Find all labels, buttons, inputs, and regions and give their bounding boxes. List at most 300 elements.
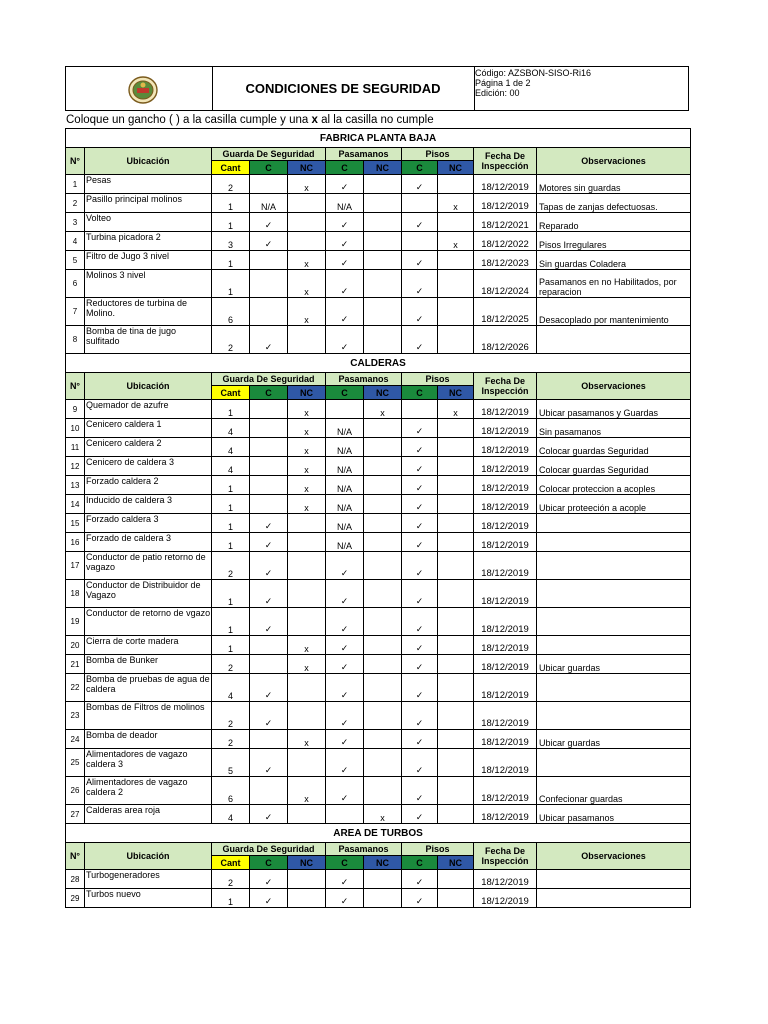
row-number: 1 — [66, 175, 85, 194]
row-pisos-nc — [438, 805, 474, 824]
row-pisos-nc — [438, 777, 474, 805]
row-pisos-nc — [438, 730, 474, 749]
col-observaciones-header: Observaciones — [537, 373, 691, 400]
row-number: 25 — [66, 749, 85, 777]
row-guarda-nc: x — [288, 777, 326, 805]
row-number: 20 — [66, 636, 85, 655]
section-title: CALDERAS — [66, 354, 691, 373]
row-pasamanos-c: N/A — [326, 495, 364, 514]
table-row — [66, 777, 691, 805]
row-cant: 1 — [212, 889, 250, 908]
row-fecha: 18/12/2019 — [474, 495, 537, 514]
table-row — [66, 495, 691, 514]
row-guarda-c: ✓ — [250, 805, 288, 824]
row-pasamanos-c — [326, 400, 364, 419]
table-row — [66, 805, 691, 824]
row-ubicacion: Forzado caldera 2 — [85, 476, 212, 495]
table-row — [66, 457, 691, 476]
row-fecha: 18/12/2019 — [474, 533, 537, 552]
row-pasamanos-c: ✓ — [326, 777, 364, 805]
row-cant: 1 — [212, 476, 250, 495]
col-pisos-nc-header: NC — [438, 386, 474, 400]
row-pisos-nc — [438, 270, 474, 298]
col-pisos-header: Pisos — [402, 843, 474, 856]
row-ubicacion: Bomba de tina de jugo sulfitado — [85, 326, 212, 354]
row-guarda-c: ✓ — [250, 870, 288, 889]
row-fecha: 18/12/2019 — [474, 702, 537, 730]
row-ubicacion: Bomba de deador — [85, 730, 212, 749]
row-pasamanos-nc — [364, 608, 402, 636]
table-row — [66, 870, 691, 889]
table-row — [66, 194, 691, 213]
row-number: 3 — [66, 213, 85, 232]
col-fecha-header: Fecha De Inspección — [474, 148, 537, 175]
row-guarda-c: ✓ — [250, 608, 288, 636]
logo-cell — [66, 67, 213, 110]
row-pasamanos-nc — [364, 251, 402, 270]
instruction-text: Coloque un gancho ( ) a la casilla cumple y una x al la casilla no cumple — [66, 114, 434, 126]
row-guarda-nc: x — [288, 438, 326, 457]
row-fecha: 18/12/2019 — [474, 457, 537, 476]
row-pasamanos-c: ✓ — [326, 580, 364, 608]
row-observaciones: Ubicar pasamanos — [537, 805, 691, 824]
col-guarda-c-header: C — [250, 386, 288, 400]
row-fecha: 18/12/2024 — [474, 270, 537, 298]
row-pasamanos-nc — [364, 552, 402, 580]
row-cant: 2 — [212, 870, 250, 889]
table-row — [66, 655, 691, 674]
table-row — [66, 326, 691, 354]
row-observaciones — [537, 552, 691, 580]
row-number: 18 — [66, 580, 85, 608]
row-guarda-c — [250, 730, 288, 749]
row-cant: 4 — [212, 674, 250, 702]
row-guarda-c — [250, 495, 288, 514]
row-pisos-nc — [438, 419, 474, 438]
row-pasamanos-c: ✓ — [326, 730, 364, 749]
row-number: 29 — [66, 889, 85, 908]
row-pisos-nc — [438, 514, 474, 533]
row-pisos-c: ✓ — [402, 608, 438, 636]
row-pasamanos-nc — [364, 298, 402, 326]
row-cant: 2 — [212, 702, 250, 730]
table-row — [66, 514, 691, 533]
row-pisos-c: ✓ — [402, 777, 438, 805]
section-row — [66, 129, 691, 148]
row-pasamanos-nc — [364, 870, 402, 889]
row-observaciones: Colocar guardas Seguridad — [537, 438, 691, 457]
row-pisos-c: ✓ — [402, 805, 438, 824]
table-row — [66, 533, 691, 552]
row-pasamanos-nc — [364, 674, 402, 702]
row-cant: 2 — [212, 326, 250, 354]
row-pisos-c — [402, 232, 438, 251]
row-pisos-nc — [438, 674, 474, 702]
row-pasamanos-nc: x — [364, 805, 402, 824]
row-fecha: 18/12/2019 — [474, 476, 537, 495]
row-fecha: 18/12/2019 — [474, 674, 537, 702]
row-cant: 1 — [212, 213, 250, 232]
row-guarda-c: ✓ — [250, 552, 288, 580]
col-observaciones-header: Observaciones — [537, 148, 691, 175]
row-ubicacion: Cierra de corte madera — [85, 636, 212, 655]
row-guarda-nc: x — [288, 495, 326, 514]
col-fecha-header: Fecha De Inspección — [474, 843, 537, 870]
row-pisos-c: ✓ — [402, 457, 438, 476]
row-pasamanos-c: ✓ — [326, 270, 364, 298]
row-guarda-nc — [288, 552, 326, 580]
row-ubicacion: Molinos 3 nivel — [85, 270, 212, 298]
row-pasamanos-nc — [364, 889, 402, 908]
row-pasamanos-c: ✓ — [326, 870, 364, 889]
row-pisos-nc — [438, 213, 474, 232]
row-pisos-nc — [438, 552, 474, 580]
row-pisos-nc: x — [438, 400, 474, 419]
row-ubicacion: Turbina picadora 2 — [85, 232, 212, 251]
row-ubicacion: Bombas de Filtros de molinos — [85, 702, 212, 730]
col-num-header: N° — [66, 373, 85, 400]
table-row — [66, 730, 691, 749]
col-cant-header: Cant — [212, 386, 250, 400]
table-row — [66, 438, 691, 457]
row-observaciones: Colocar guardas Seguridad — [537, 457, 691, 476]
table-row — [66, 175, 691, 194]
row-ubicacion: Conductor de retorno de vgazo — [85, 608, 212, 636]
row-number: 12 — [66, 457, 85, 476]
row-guarda-c: ✓ — [250, 889, 288, 908]
row-ubicacion: Reductores de turbina de Molino. — [85, 298, 212, 326]
row-pisos-c: ✓ — [402, 749, 438, 777]
col-guarda-c-header: C — [250, 161, 288, 175]
row-pisos-c: ✓ — [402, 213, 438, 232]
row-fecha: 18/12/2019 — [474, 870, 537, 889]
row-pasamanos-c: N/A — [326, 438, 364, 457]
row-cant: 1 — [212, 400, 250, 419]
row-pisos-nc — [438, 655, 474, 674]
row-pisos-c: ✓ — [402, 533, 438, 552]
col-guarda-header: Guarda De Seguridad — [212, 373, 326, 386]
row-pasamanos-nc — [364, 438, 402, 457]
row-guarda-c: ✓ — [250, 232, 288, 251]
row-pasamanos-c: ✓ — [326, 749, 364, 777]
row-ubicacion: Filtro de Jugo 3 nivel — [85, 251, 212, 270]
table-row — [66, 674, 691, 702]
row-pasamanos-c: N/A — [326, 533, 364, 552]
row-pisos-c — [402, 400, 438, 419]
row-pisos-nc: x — [438, 194, 474, 213]
row-cant: 1 — [212, 533, 250, 552]
row-guarda-nc — [288, 533, 326, 552]
row-number: 14 — [66, 495, 85, 514]
row-observaciones: Ubicar guardas — [537, 655, 691, 674]
table-row — [66, 552, 691, 580]
row-fecha: 18/12/2019 — [474, 889, 537, 908]
row-guarda-c: ✓ — [250, 514, 288, 533]
row-number: 23 — [66, 702, 85, 730]
row-cant: 3 — [212, 232, 250, 251]
row-pasamanos-nc — [364, 419, 402, 438]
row-number: 4 — [66, 232, 85, 251]
row-guarda-nc — [288, 232, 326, 251]
row-observaciones — [537, 870, 691, 889]
table-row — [66, 213, 691, 232]
row-observaciones: Sin pasamanos — [537, 419, 691, 438]
row-pasamanos-nc — [364, 702, 402, 730]
row-pisos-c: ✓ — [402, 514, 438, 533]
row-cant: 1 — [212, 636, 250, 655]
row-pisos-nc: x — [438, 232, 474, 251]
row-observaciones — [537, 580, 691, 608]
row-guarda-nc — [288, 213, 326, 232]
section-row — [66, 354, 691, 373]
row-fecha: 18/12/2019 — [474, 636, 537, 655]
row-number: 9 — [66, 400, 85, 419]
table-row — [66, 270, 691, 298]
row-guarda-nc: x — [288, 636, 326, 655]
row-cant: 2 — [212, 730, 250, 749]
row-pisos-c: ✓ — [402, 702, 438, 730]
row-pasamanos-nc: x — [364, 400, 402, 419]
row-pisos-nc — [438, 298, 474, 326]
row-guarda-c — [250, 457, 288, 476]
row-pasamanos-c: ✓ — [326, 326, 364, 354]
row-pasamanos-nc — [364, 270, 402, 298]
row-pasamanos-c: ✓ — [326, 175, 364, 194]
row-number: 10 — [66, 419, 85, 438]
row-cant: 6 — [212, 777, 250, 805]
row-number: 17 — [66, 552, 85, 580]
row-ubicacion: Turbogeneradores — [85, 870, 212, 889]
col-guarda-header: Guarda De Seguridad — [212, 843, 326, 856]
row-pisos-c: ✓ — [402, 580, 438, 608]
row-observaciones: Pasamanos en no Habilitados, por reparacion — [537, 270, 691, 298]
row-guarda-nc — [288, 194, 326, 213]
document-code: Código: AZSBON-SISO-Ri16 — [475, 68, 592, 78]
row-guarda-c — [250, 476, 288, 495]
row-guarda-nc — [288, 749, 326, 777]
row-pisos-nc — [438, 636, 474, 655]
row-pasamanos-c: ✓ — [326, 213, 364, 232]
row-observaciones: Colocar proteccion a acoples — [537, 476, 691, 495]
row-cant: 1 — [212, 514, 250, 533]
row-guarda-c — [250, 270, 288, 298]
row-guarda-c — [250, 175, 288, 194]
row-cant: 5 — [212, 749, 250, 777]
inspection-table — [65, 128, 691, 908]
row-number: 21 — [66, 655, 85, 674]
col-observaciones-header: Observaciones — [537, 843, 691, 870]
row-guarda-nc: x — [288, 476, 326, 495]
table-row — [66, 400, 691, 419]
row-pisos-nc — [438, 889, 474, 908]
row-pasamanos-nc — [364, 636, 402, 655]
row-pisos-c: ✓ — [402, 552, 438, 580]
row-pisos-c: ✓ — [402, 889, 438, 908]
row-pasamanos-c: ✓ — [326, 552, 364, 580]
row-number: 7 — [66, 298, 85, 326]
row-ubicacion: Cenicero caldera 2 — [85, 438, 212, 457]
section-title: AREA DE TURBOS — [66, 824, 691, 843]
row-pisos-nc — [438, 438, 474, 457]
row-number: 8 — [66, 326, 85, 354]
col-guarda-nc-header: NC — [288, 161, 326, 175]
row-pisos-c: ✓ — [402, 251, 438, 270]
row-observaciones — [537, 533, 691, 552]
row-guarda-nc — [288, 514, 326, 533]
row-number: 22 — [66, 674, 85, 702]
row-pasamanos-c: N/A — [326, 476, 364, 495]
row-number: 5 — [66, 251, 85, 270]
row-pisos-c: ✓ — [402, 326, 438, 354]
row-number: 26 — [66, 777, 85, 805]
row-observaciones — [537, 889, 691, 908]
document-page: Página 1 de 2 — [475, 78, 531, 88]
row-pasamanos-nc — [364, 476, 402, 495]
row-fecha: 18/12/2019 — [474, 608, 537, 636]
row-number: 24 — [66, 730, 85, 749]
row-observaciones: Ubicar pasamanos y Guardas — [537, 400, 691, 419]
row-observaciones — [537, 608, 691, 636]
col-pasamanos-nc-header: NC — [364, 856, 402, 870]
row-guarda-c: ✓ — [250, 213, 288, 232]
row-guarda-c: ✓ — [250, 580, 288, 608]
row-pisos-nc — [438, 580, 474, 608]
row-ubicacion: Inducido de caldera 3 — [85, 495, 212, 514]
row-ubicacion: Forzado de caldera 3 — [85, 533, 212, 552]
row-observaciones — [537, 702, 691, 730]
row-guarda-nc: x — [288, 400, 326, 419]
row-ubicacion: Conductor de Distribuidor de Vagazo — [85, 580, 212, 608]
table-row — [66, 251, 691, 270]
row-observaciones: Confecionar guardas — [537, 777, 691, 805]
row-guarda-c: ✓ — [250, 533, 288, 552]
row-guarda-c: ✓ — [250, 749, 288, 777]
row-guarda-c: ✓ — [250, 702, 288, 730]
row-cant: 2 — [212, 175, 250, 194]
row-pasamanos-nc — [364, 580, 402, 608]
row-pasamanos-c: N/A — [326, 514, 364, 533]
company-logo-icon — [128, 75, 158, 105]
col-pasamanos-nc-header: NC — [364, 161, 402, 175]
row-pisos-c: ✓ — [402, 270, 438, 298]
row-guarda-nc: x — [288, 730, 326, 749]
col-pisos-c-header: C — [402, 161, 438, 175]
row-guarda-nc — [288, 889, 326, 908]
row-observaciones — [537, 514, 691, 533]
row-guarda-c: ✓ — [250, 326, 288, 354]
col-num-header: N° — [66, 843, 85, 870]
row-pisos-nc — [438, 702, 474, 730]
row-observaciones: Reparado — [537, 213, 691, 232]
row-guarda-c — [250, 419, 288, 438]
row-ubicacion: Calderas area roja — [85, 805, 212, 824]
row-number: 2 — [66, 194, 85, 213]
col-pasamanos-header: Pasamanos — [326, 148, 402, 161]
row-fecha: 18/12/2019 — [474, 552, 537, 580]
row-pasamanos-c: ✓ — [326, 655, 364, 674]
header-row — [66, 843, 691, 856]
col-pasamanos-c-header: C — [326, 856, 364, 870]
row-pisos-c — [402, 194, 438, 213]
col-pisos-nc-header: NC — [438, 856, 474, 870]
row-pisos-nc — [438, 749, 474, 777]
row-pisos-c: ✓ — [402, 730, 438, 749]
col-guarda-nc-header: NC — [288, 856, 326, 870]
row-fecha: 18/12/2019 — [474, 805, 537, 824]
row-pasamanos-c — [326, 805, 364, 824]
row-pasamanos-c: ✓ — [326, 702, 364, 730]
row-fecha: 18/12/2019 — [474, 194, 537, 213]
table-row — [66, 702, 691, 730]
row-guarda-nc — [288, 805, 326, 824]
row-cant: 1 — [212, 580, 250, 608]
row-number: 27 — [66, 805, 85, 824]
row-fecha: 18/12/2019 — [474, 514, 537, 533]
row-fecha: 18/12/2019 — [474, 655, 537, 674]
col-pisos-c-header: C — [402, 386, 438, 400]
table-row — [66, 298, 691, 326]
row-pisos-nc — [438, 251, 474, 270]
col-ubicacion-header: Ubicación — [85, 843, 212, 870]
row-pisos-c: ✓ — [402, 636, 438, 655]
col-cant-header: Cant — [212, 856, 250, 870]
row-number: 6 — [66, 270, 85, 298]
row-pisos-nc — [438, 608, 474, 636]
row-ubicacion: Conductor de patio retorno de vagazo — [85, 552, 212, 580]
row-pisos-c: ✓ — [402, 175, 438, 194]
row-fecha: 18/12/2019 — [474, 175, 537, 194]
row-fecha: 18/12/2023 — [474, 251, 537, 270]
col-pasamanos-header: Pasamanos — [326, 373, 402, 386]
row-cant: 1 — [212, 608, 250, 636]
row-fecha: 18/12/2019 — [474, 419, 537, 438]
row-pasamanos-c: ✓ — [326, 251, 364, 270]
row-guarda-nc: x — [288, 298, 326, 326]
col-cant-header: Cant — [212, 161, 250, 175]
row-fecha: 18/12/2019 — [474, 580, 537, 608]
row-ubicacion: Forzado caldera 3 — [85, 514, 212, 533]
table-row — [66, 232, 691, 251]
row-cant: 4 — [212, 419, 250, 438]
row-pisos-c: ✓ — [402, 419, 438, 438]
row-guarda-nc: x — [288, 251, 326, 270]
row-ubicacion: Volteo — [85, 213, 212, 232]
row-number: 16 — [66, 533, 85, 552]
row-observaciones: Motores sin guardas — [537, 175, 691, 194]
row-guarda-c — [250, 655, 288, 674]
row-fecha: 18/12/2022 — [474, 232, 537, 251]
col-ubicacion-header: Ubicación — [85, 373, 212, 400]
row-guarda-nc — [288, 326, 326, 354]
col-pisos-nc-header: NC — [438, 161, 474, 175]
row-pasamanos-nc — [364, 175, 402, 194]
row-number: 15 — [66, 514, 85, 533]
row-guarda-c — [250, 438, 288, 457]
row-pasamanos-c: ✓ — [326, 232, 364, 251]
row-observaciones — [537, 749, 691, 777]
row-guarda-nc: x — [288, 457, 326, 476]
table-row — [66, 608, 691, 636]
row-pasamanos-c: ✓ — [326, 608, 364, 636]
row-pasamanos-nc — [364, 533, 402, 552]
col-guarda-header: Guarda De Seguridad — [212, 148, 326, 161]
table-row — [66, 580, 691, 608]
row-ubicacion: Cenicero de caldera 3 — [85, 457, 212, 476]
row-cant: 1 — [212, 194, 250, 213]
document-title: CONDICIONES DE SEGURIDAD — [212, 67, 475, 110]
row-pasamanos-c: N/A — [326, 457, 364, 476]
row-observaciones: Sin guardas Coladera — [537, 251, 691, 270]
